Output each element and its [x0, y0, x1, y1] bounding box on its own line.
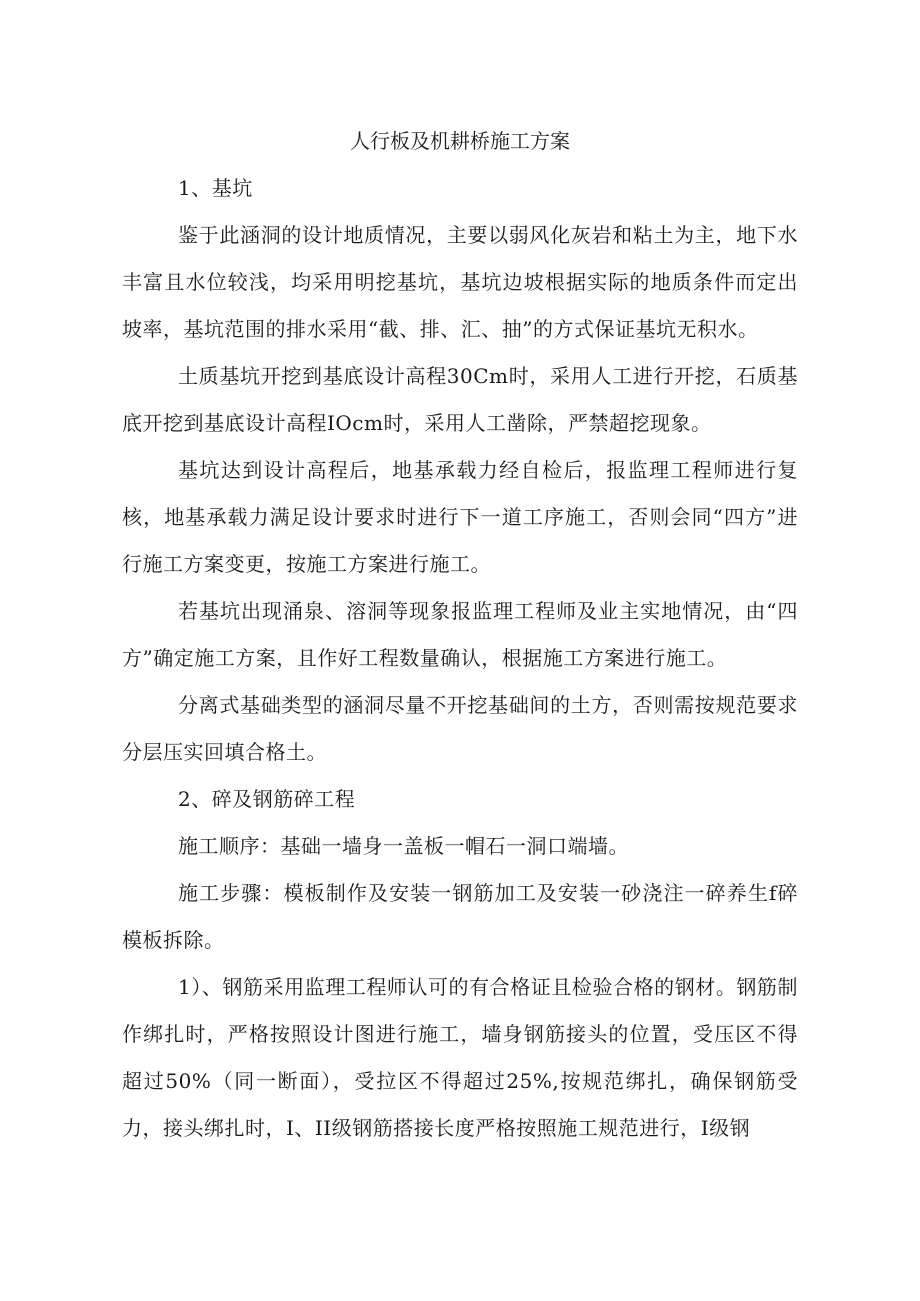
section-heading-foundation-pit: 1、基坑 — [178, 176, 253, 200]
paragraph-excavation: 土质基坑开挖到基底设计高程30Cm时，采用人工进行开挖，石质基底开挖到基底设计高程IOcm时，采用人工凿除，严禁超挖现象。 — [122, 364, 798, 435]
section-heading-concrete: 2、碎及钢筋碎工程 — [178, 787, 356, 811]
paragraph-rebar: 1）、钢筋采用监理工程师认可的有合格证且检验合格的钢材。钢筋制作绑扎时，严格按照设计图进行施工，墙身钢筋接头的位置，受压区不得超过50%（同一断面），受拉区不得超过25%,按规范绑扎，确保钢筋受力，接头绑扎时，I、II级钢筋搭接长度严格按照施工规范进行，I级钢 — [122, 975, 798, 1140]
document-title: 人行板及机耕桥施工方案 — [350, 129, 570, 153]
paragraph-springs-caves: 若基坑出现涌泉、溶洞等现象报监理工程师及业主实地情况，由“四方”确定施工方案，且作好工程数量确认，根据施工方案进行施工。 — [122, 599, 798, 670]
paragraph-construction-order: 施工顺序：基础一墙身一盖板一帽石一洞口端墙。 — [178, 834, 629, 858]
paragraph-geology: 鉴于此涵洞的设计地质情况，主要以弱风化灰岩和粘土为主，地下水丰富且水位较浅，均采用明挖基坑，基坑边坡根据实际的地质条件而定出坡率，基坑范围的排水采用“截、排、汇、抽”的方式保证基坑无积水。 — [122, 223, 798, 341]
paragraph-separated-foundation: 分离式基础类型的涵洞尽量不开挖基础间的土方，否则需按规范要求分层压实回填合格土。 — [122, 693, 798, 764]
paragraph-bearing-capacity: 基坑达到设计高程后，地基承载力经自检后，报监理工程师进行复核，地基承载力满足设计要求时进行下一道工序施工，否则会同“四方”进行施工方案变更，按施工方案进行施工。 — [122, 458, 798, 576]
paragraph-construction-steps: 施工步骤：模板制作及安装一钢筋加工及安装一砂浇注一碎养生f碎模板拆除。 — [122, 881, 798, 952]
